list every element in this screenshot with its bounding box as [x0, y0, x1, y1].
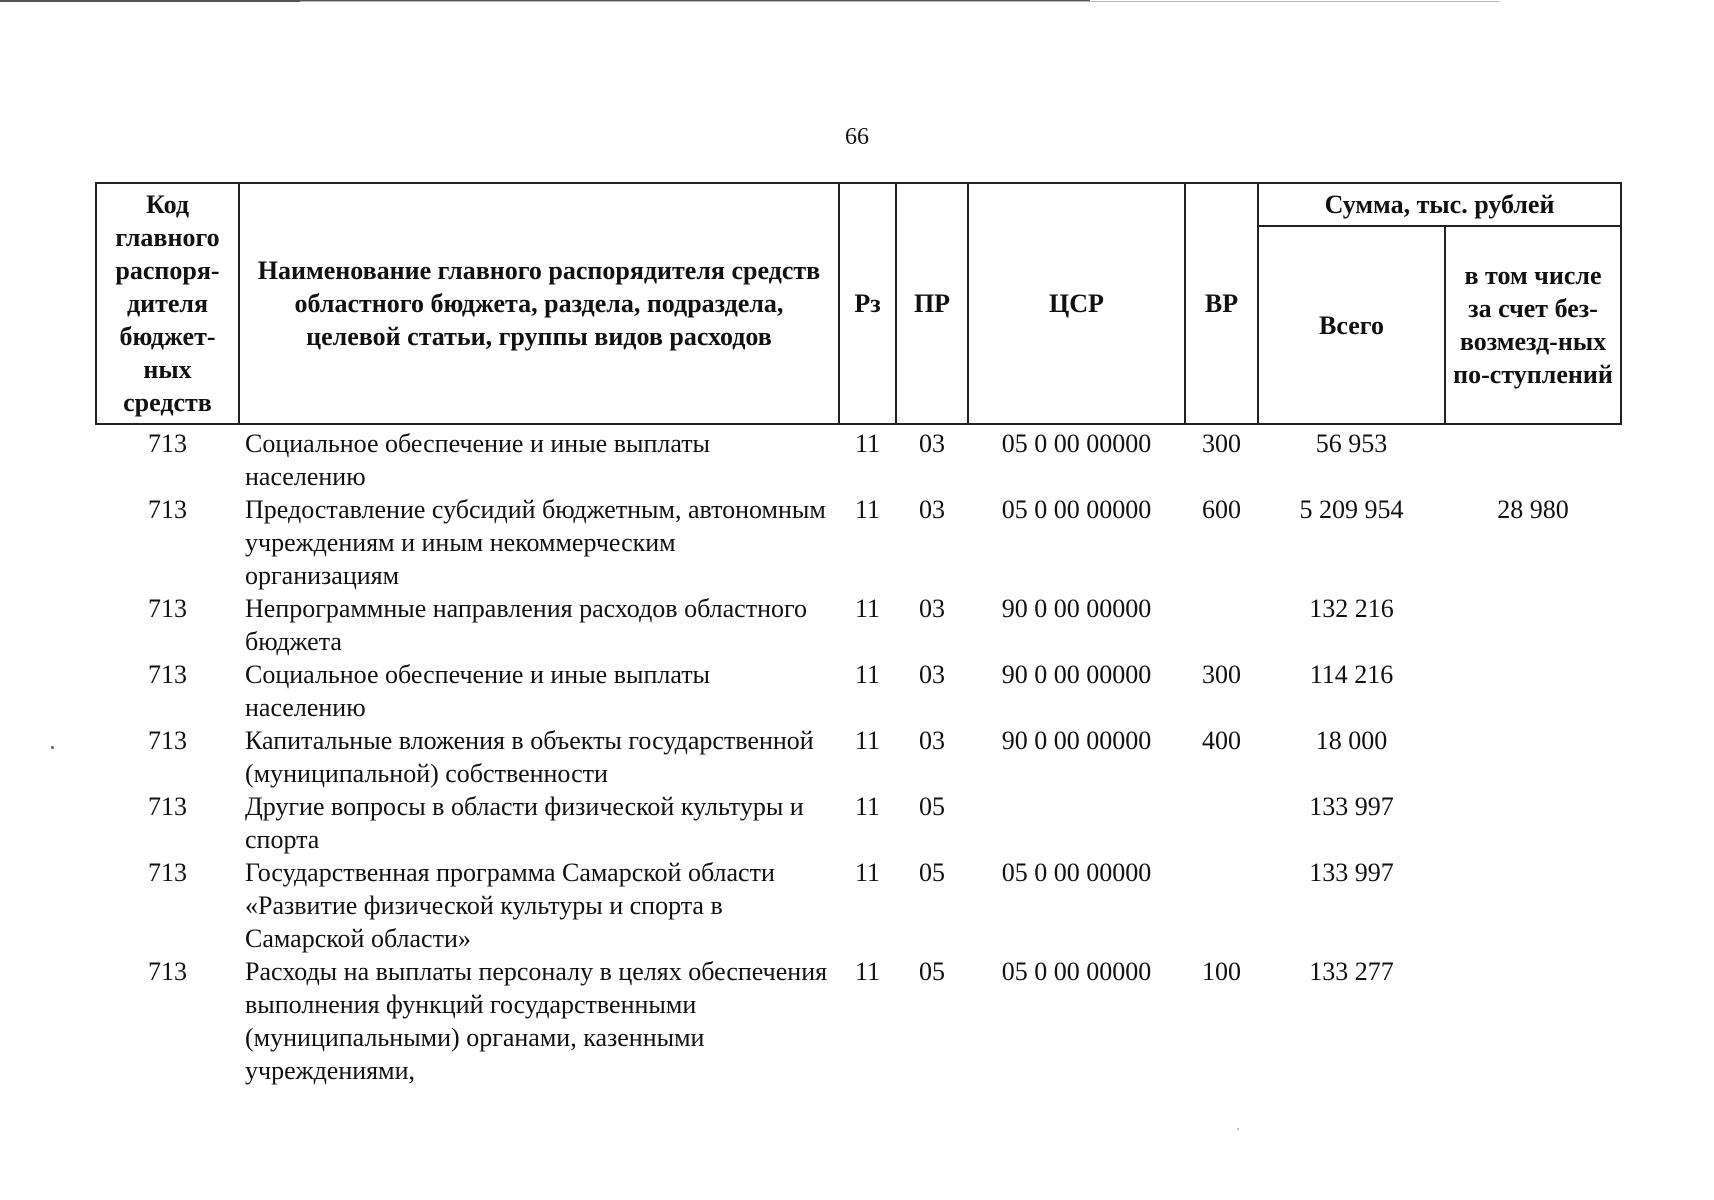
cell-total: 133 277: [1309, 957, 1394, 986]
cell-pr: 05: [919, 957, 945, 986]
cell-pr: 03: [919, 660, 945, 689]
cell-including: [1445, 955, 1621, 1087]
cell-total: 133 997: [1309, 858, 1394, 887]
cell-vr: 600: [1202, 495, 1241, 524]
table-row: [96, 658, 1621, 724]
cell-csr: 05 0 00 00000: [1001, 429, 1152, 458]
cell-code: 713: [148, 858, 187, 887]
cell-name: Государственная программа Самарской области «Развитие физической культуры и спорта в Самарской области»: [245, 858, 775, 953]
scan-speck: [51, 746, 54, 749]
cell-name: Другие вопросы в области физической культуры и спорта: [245, 792, 804, 854]
cell-pr: 03: [919, 429, 945, 458]
cell-code: 713: [148, 594, 187, 623]
cell-code: 713: [148, 792, 187, 821]
cell-total: 114 216: [1309, 660, 1394, 689]
cell-pr: 05: [919, 858, 945, 887]
header-rz: Рз: [839, 183, 896, 424]
table-row: [96, 424, 1621, 493]
cell-rz: 11: [854, 858, 881, 887]
cell-name: Расходы на выплаты персоналу в целях обеспечения выполнения функций государственными (муниципальными) органами, казенными учреждениями,: [245, 957, 828, 1085]
cell-name: Социальное обеспечение и иные выплаты населению: [245, 429, 711, 491]
header-total: Всего: [1258, 226, 1445, 424]
cell-total: 56 953: [1315, 429, 1388, 458]
cell-rz: 11: [854, 429, 881, 458]
table-body: [96, 424, 1621, 1087]
cell-including: [1445, 424, 1621, 493]
cell-code: 713: [148, 957, 187, 986]
cell-name: Предоставление субсидий бюджетным, автономным учреждениям и иным некоммерческим организациям: [245, 495, 826, 590]
cell-name: Капитальные вложения в объекты государственной (муниципальной) собственности: [245, 726, 814, 788]
page-number: 66: [845, 124, 869, 150]
cell-code: 713: [148, 429, 187, 458]
cell-code: 713: [148, 726, 187, 755]
cell-name: Социальное обеспечение и иные выплаты населению: [245, 660, 711, 722]
cell-pr: 03: [919, 594, 945, 623]
cell-total: 18 000: [1315, 726, 1388, 755]
cell-including: [1445, 856, 1621, 955]
header-csr: ЦСР: [968, 183, 1185, 424]
header-vr: ВР: [1185, 183, 1258, 424]
cell-csr: 05 0 00 00000: [1001, 858, 1152, 887]
cell-rz: 11: [854, 495, 881, 524]
header-name: Наименование главного распорядителя средств областного бюджета, раздела, подраздела, целевой статьи, группы видов расходов: [239, 183, 839, 424]
cell-name: Непрограммные направления расходов областного бюджета: [245, 594, 807, 656]
scan-top-edge-faint: [300, 1, 1500, 2]
cell-vr: [1185, 856, 1258, 955]
cell-including: [1445, 724, 1621, 790]
cell-including: [1445, 592, 1621, 658]
cell-csr: [968, 790, 1185, 856]
header-pr: ПР: [896, 183, 968, 424]
header-code: Код главного распоря-дителя бюджет-ных средств: [96, 183, 239, 424]
budget-table: [95, 182, 1622, 1087]
table-row: [96, 790, 1621, 856]
table-row: [96, 592, 1621, 658]
cell-csr: 90 0 00 00000: [1001, 726, 1152, 755]
table-header: [96, 183, 1621, 424]
cell-rz: 11: [854, 594, 881, 623]
cell-vr: 300: [1202, 660, 1241, 689]
cell-vr: 400: [1202, 726, 1241, 755]
cell-rz: 11: [854, 726, 881, 755]
cell-csr: 05 0 00 00000: [1001, 957, 1152, 986]
cell-code: 713: [148, 660, 187, 689]
cell-vr: [1185, 592, 1258, 658]
cell-vr: 100: [1202, 957, 1241, 986]
table-row: [96, 493, 1621, 592]
cell-including: [1445, 790, 1621, 856]
cell-rz: 11: [854, 792, 881, 821]
cell-including: [1445, 658, 1621, 724]
header-including: в том числе за счет без-возмезд-ных по-ступлений: [1445, 226, 1621, 424]
cell-code: 713: [148, 495, 187, 524]
cell-csr: 90 0 00 00000: [1001, 594, 1152, 623]
cell-pr: 03: [919, 495, 945, 524]
cell-vr: [1185, 790, 1258, 856]
table-row: [96, 856, 1621, 955]
cell-including: 28 980: [1497, 495, 1569, 524]
cell-total: 133 997: [1309, 792, 1394, 821]
cell-csr: 05 0 00 00000: [1001, 495, 1152, 524]
table-row: [96, 955, 1621, 1087]
header-sum-group: Сумма, тыс. рублей: [1258, 183, 1621, 226]
cell-rz: 11: [854, 957, 881, 986]
table-row: [96, 724, 1621, 790]
cell-total: 5 209 954: [1299, 495, 1404, 524]
cell-pr: 05: [919, 792, 945, 821]
cell-vr: 300: [1202, 429, 1241, 458]
cell-csr: 90 0 00 00000: [1001, 660, 1152, 689]
cell-total: 132 216: [1309, 594, 1394, 623]
cell-pr: 03: [919, 726, 945, 755]
cell-rz: 11: [854, 660, 881, 689]
scan-speck: [1237, 1128, 1239, 1130]
